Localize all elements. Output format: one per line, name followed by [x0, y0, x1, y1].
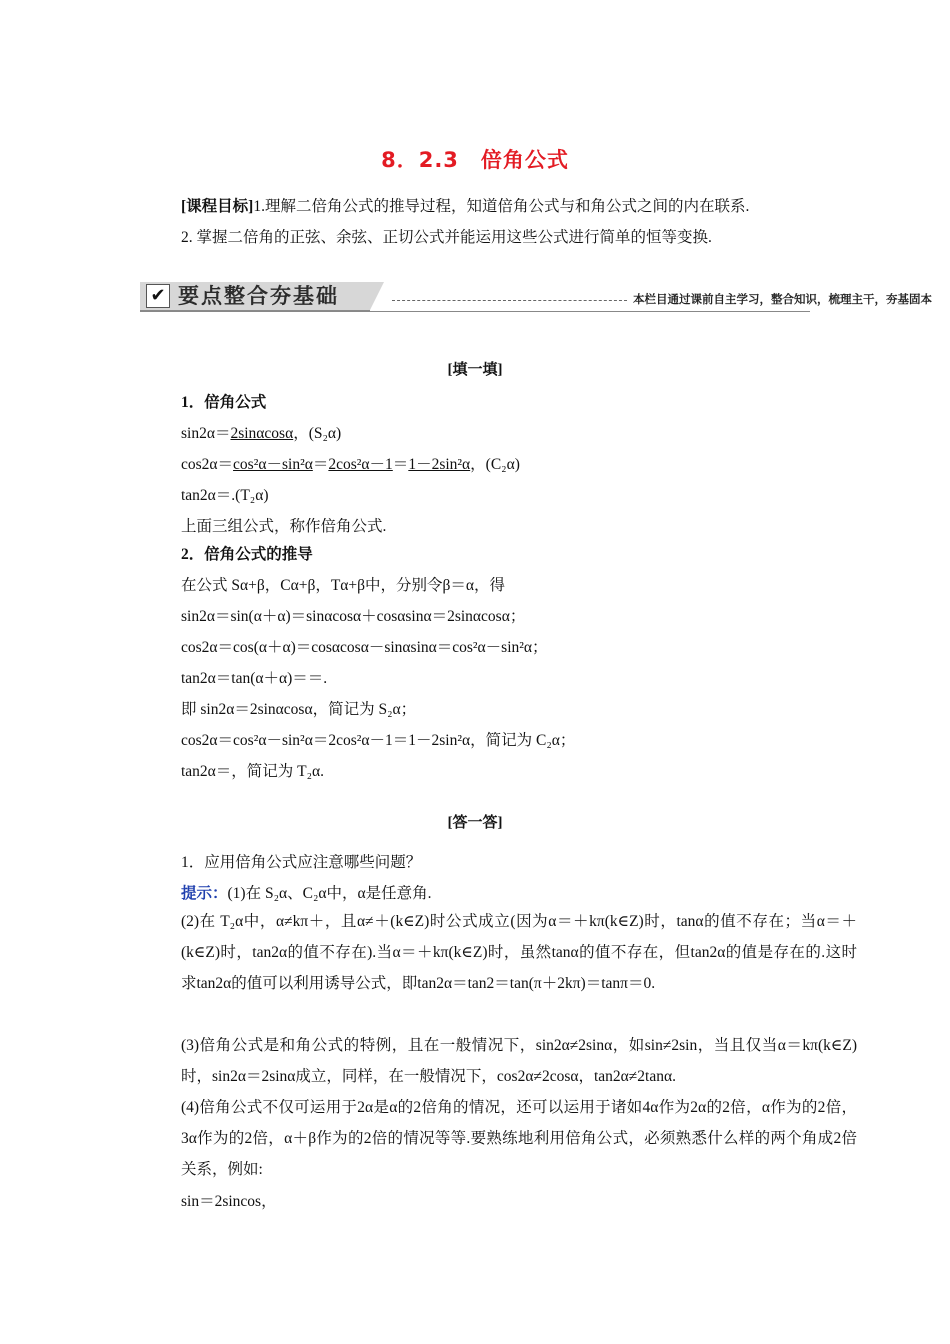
course-goal-tag: [课程目标]: [181, 198, 254, 215]
banner-divider: [392, 300, 627, 301]
sin-suffix: ，(S₂α): [293, 425, 342, 442]
fill-heading: [填一填]: [447, 362, 503, 378]
hint-label: 提示：: [181, 885, 228, 902]
banner-title: 要点整合夯基础: [178, 284, 339, 308]
question-1: 1．应用倍角公式应注意哪些问题？: [181, 854, 422, 871]
derivation-line-7: tan2α＝，简记为 T₂α.: [181, 763, 325, 780]
cos-blank-2: 2cos²α－1: [328, 456, 393, 473]
answer-heading: [答一答]: [447, 815, 503, 831]
cos-blank-3: 1－2sin²α: [408, 456, 471, 473]
section-banner: [140, 280, 932, 314]
hint-line: [181, 881, 431, 903]
banner-slant: [370, 282, 384, 310]
sin-blank: 2sinαcosα: [230, 425, 294, 442]
derivation-section-title: 2．倍角公式的推导: [181, 546, 313, 563]
banner-box: [140, 282, 370, 312]
cos-double-formula: [181, 452, 520, 474]
derivation-line-6: cos2α＝cos²α－sin²α＝2cos²α－1＝1－2sin²α，简记为 C₂α；: [181, 732, 576, 749]
course-goal-line-2: 2. 掌握二倍角的正弦、余弦、正切公式并能运用这些公式进行简单的恒等变换.: [181, 229, 712, 246]
course-goal: [181, 196, 821, 218]
formula-summary: 上面三组公式，称作倍角公式.: [181, 518, 387, 535]
derivation-line-3: cos2α＝cos(α＋α)＝cosαcosα－sinαsinα＝cos²α－sin²α；: [181, 639, 548, 656]
cos-suffix: ，(C₂α): [470, 456, 520, 473]
cos-prefix: cos2α＝: [181, 456, 234, 473]
page-title: 8．2.3 倍角公式: [381, 148, 569, 172]
cos-blank-1: cos²α－sin²α: [233, 456, 313, 473]
formula-section-title: 1．倍角公式: [181, 394, 267, 411]
derivation-line-2: sin2α＝sin(α＋α)＝sinαcosα＋cosαsinα＝2sinαcosα；: [181, 608, 526, 625]
course-goal-line-1: 1.理解二倍角公式的推导过程，知道倍角公式与和角公式之间的内在联系.: [253, 198, 750, 215]
hint-point-3: (3)倍角公式是和角公式的特例，且在一般情况下，sin2α≠2sinα，如sin≠2sin，当且仅当α＝kπ(k∈Z)时，sin2α＝2sinα成立，同样，在一般情况下，cos2α≠2cosα，tan2α≠2tanα.: [181, 1037, 857, 1085]
banner-underline: [140, 311, 810, 312]
sin-double-formula: [181, 421, 341, 443]
hint-point-1: (1)在 S₂α、C₂α中，α是任意角.: [227, 885, 432, 902]
derivation-line-4: tan2α＝tan(α＋α)＝＝.: [181, 670, 328, 687]
cos-eq-1: ＝: [312, 456, 329, 473]
hint-point-2: (2)在 T₂α中，α≠kπ＋，且α≠＋(k∈Z)时公式成立(因为α＝＋kπ(k∈Z)时，tanα的值不存在；当α＝＋(k∈Z)时，tan2α的值不存在).当α＝＋kπ(k∈Z)时，虽然tanα的值不存在，但tan2α的值是存在的.这时求tan2α的值可以利用诱导公式，即tan2α＝tan2＝tan(π＋2kπ)＝tanπ＝0.: [181, 913, 857, 992]
checkmark-icon: ✔: [146, 284, 170, 308]
cos-eq-2: ＝: [392, 456, 409, 473]
tan-double-formula: tan2α＝.(T₂α): [181, 487, 269, 504]
banner-note: 本栏目通过课前自主学习，整合知识，梳理主干，夯基固本: [633, 292, 932, 306]
hint-point-4: (4)倍角公式不仅可运用于2α是α的2倍角的情况，还可以运用于诸如4α作为2α的2倍，α作为的2倍，3α作为的2倍，α＋β作为的2倍的情况等等.要熟练地利用倍角公式，必须熟悉什么样的两个角成2倍关系，例如:: [181, 1099, 857, 1178]
derivation-line-5: 即 sin2α＝2sinαcosα，简记为 S₂α；: [181, 701, 417, 718]
derivation-line-1: 在公式 Sα+β，Cα+β，Tα+β中，分别令β＝α，得: [181, 577, 506, 594]
sin-prefix: sin2α＝: [181, 425, 231, 442]
hint-example: sin＝2sincos，: [181, 1193, 277, 1210]
